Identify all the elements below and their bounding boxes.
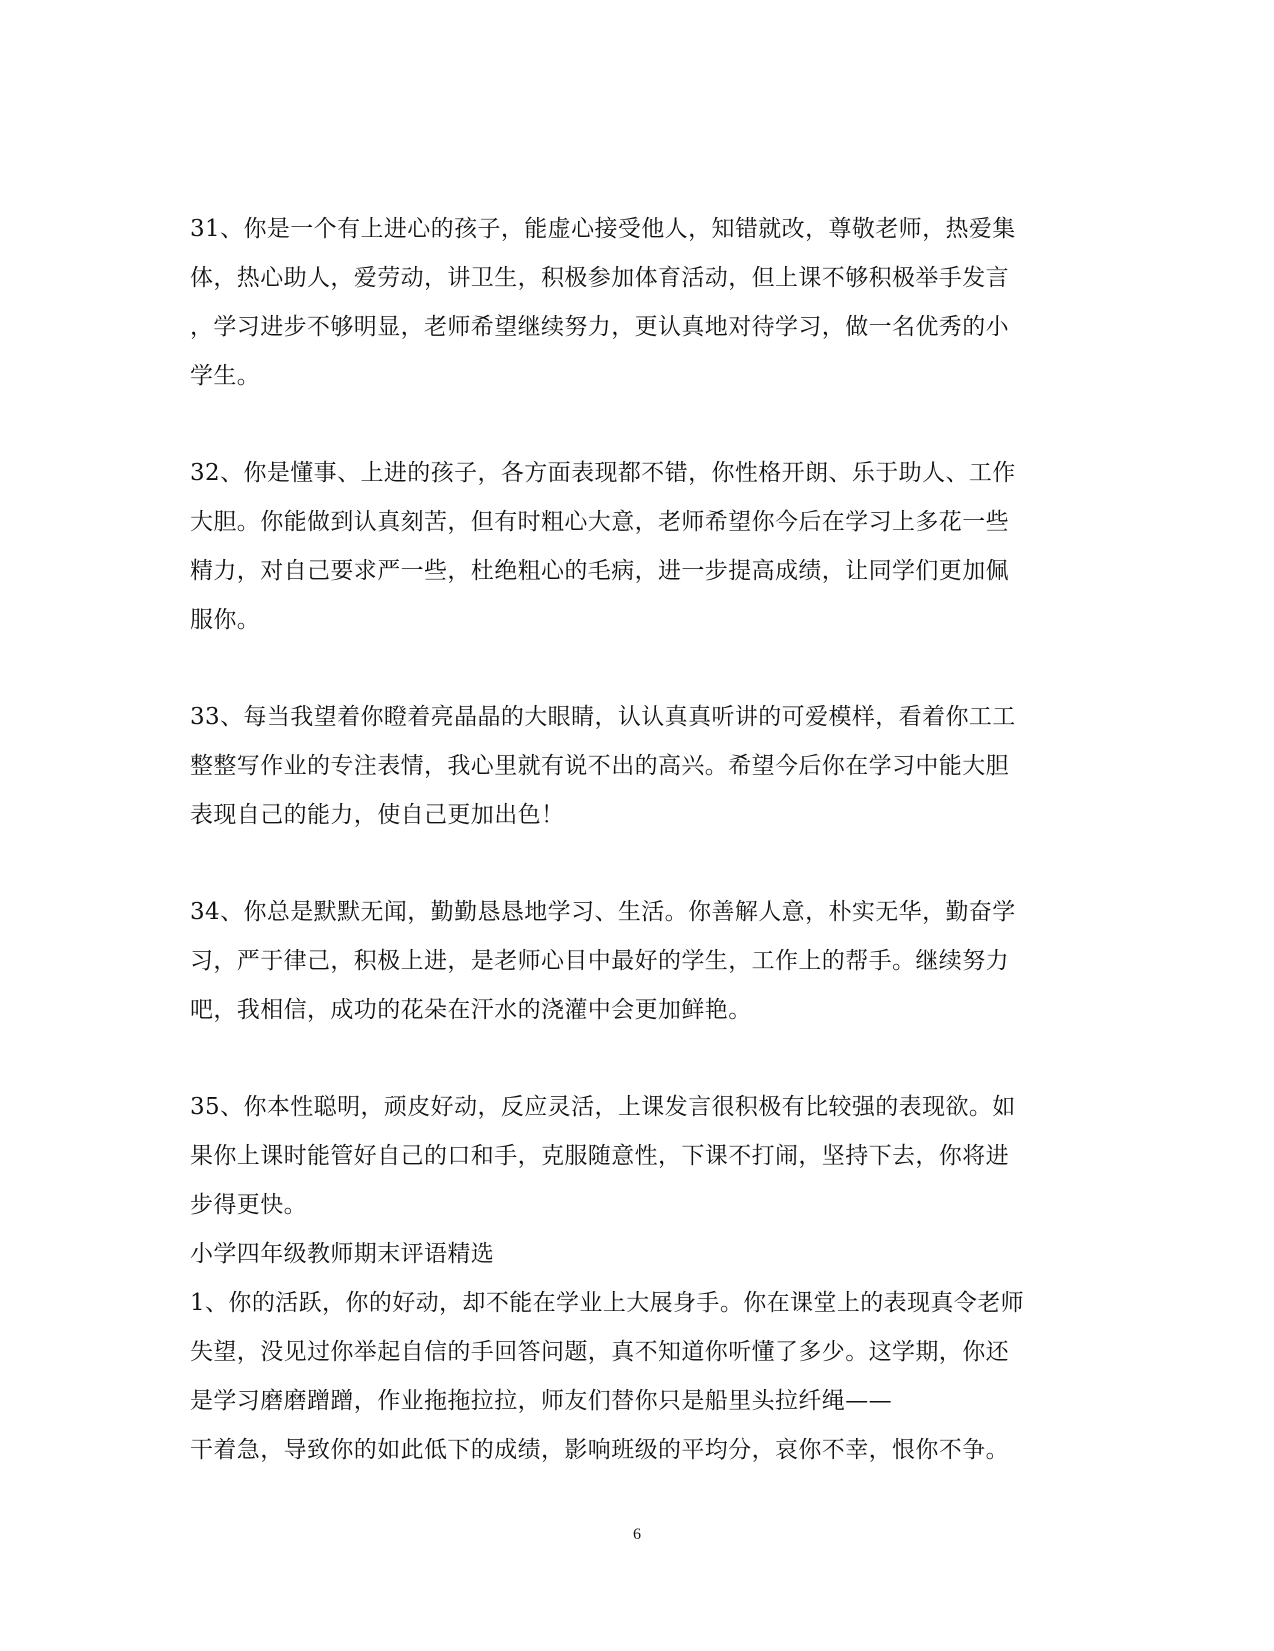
body-text	[190, 205, 1080, 1475]
text-line: 干着急，导致你的如此低下的成绩，影响班级的平均分，哀你不幸，恨你不争。	[190, 1437, 1009, 1463]
text-line: 1、你的活跃，你的好动，却不能在学业上大展身手。你在课堂上的表现真令老师	[190, 1290, 1025, 1316]
paragraph-34	[190, 888, 1080, 1035]
paragraph-33	[190, 693, 1080, 840]
text-line: 精力，对自己要求严一些，杜绝粗心的毛病，进一步提高成绩，让同学们更加佩	[190, 558, 1009, 584]
text-line: 步得更快。	[190, 1192, 307, 1218]
text-line: 吧，我相信，成功的花朵在汗水的浇灌中会更加鲜艳。	[190, 997, 752, 1023]
text-line: 果你上课时能管好自己的口和手，克服随意性，下课不打闹，坚持下去，你将进	[190, 1143, 1009, 1169]
text-line: 服你。	[190, 607, 261, 633]
text-line: 35、你本性聪明，顽皮好动，反应灵活，上课发言很积极有比较强的表现欲。如	[190, 1094, 1016, 1120]
paragraph-gap	[190, 401, 1080, 449]
section-heading: 小学四年级教师期末评语精选	[190, 1241, 495, 1267]
paragraph-gap	[190, 1035, 1080, 1083]
text-line: 学生。	[190, 363, 261, 389]
text-line: 表现自己的能力，使自己更加出色！	[190, 802, 565, 828]
text-line: 32、你是懂事、上进的孩子，各方面表现都不错，你性格开朗、乐于助人、工作	[190, 460, 1016, 486]
text-line: 是学习磨磨蹭蹭，作业拖拖拉拉，师友们替你只是船里头拉纤绳——	[190, 1388, 892, 1414]
paragraph-gap	[190, 645, 1080, 693]
text-line: 大胆。你能做到认真刻苦，但有时粗心大意，老师希望你今后在学习上多花一些	[190, 509, 1009, 535]
text-line: 体，热心助人，爱劳动，讲卫生，积极参加体育活动，但上课不够积极举手发言	[190, 265, 1009, 291]
paragraph-gap	[190, 840, 1080, 888]
text-line: 34、你总是默默无闻，勤勤恳恳地学习、生活。你善解人意，朴实无华，勤奋学	[190, 899, 1016, 925]
text-line: 习，严于律己，积极上进，是老师心目中最好的学生，工作上的帮手。继续努力	[190, 948, 1009, 974]
paragraph-35	[190, 1083, 1080, 1475]
text-line: 失望，没见过你举起自信的手回答问题，真不知道你听懂了多少。这学期，你还	[190, 1339, 1009, 1365]
text-line: ，学习进步不够明显，老师希望继续努力，更认真地对待学习，做一名优秀的小	[190, 314, 1009, 340]
text-line: 33、每当我望着你瞪着亮晶晶的大眼睛，认认真真听讲的可爱模样，看着你工工	[190, 704, 1016, 730]
paragraph-32	[190, 449, 1080, 645]
paragraph-31	[190, 205, 1080, 401]
text-line: 31、你是一个有上进心的孩子，能虚心接受他人，知错就改，尊敬老师，热爱集	[190, 216, 1016, 242]
text-line: 整整写作业的专注表情，我心里就有说不出的高兴。希望今后你在学习中能大胆	[190, 753, 1009, 779]
page-number: 6	[633, 1526, 641, 1543]
